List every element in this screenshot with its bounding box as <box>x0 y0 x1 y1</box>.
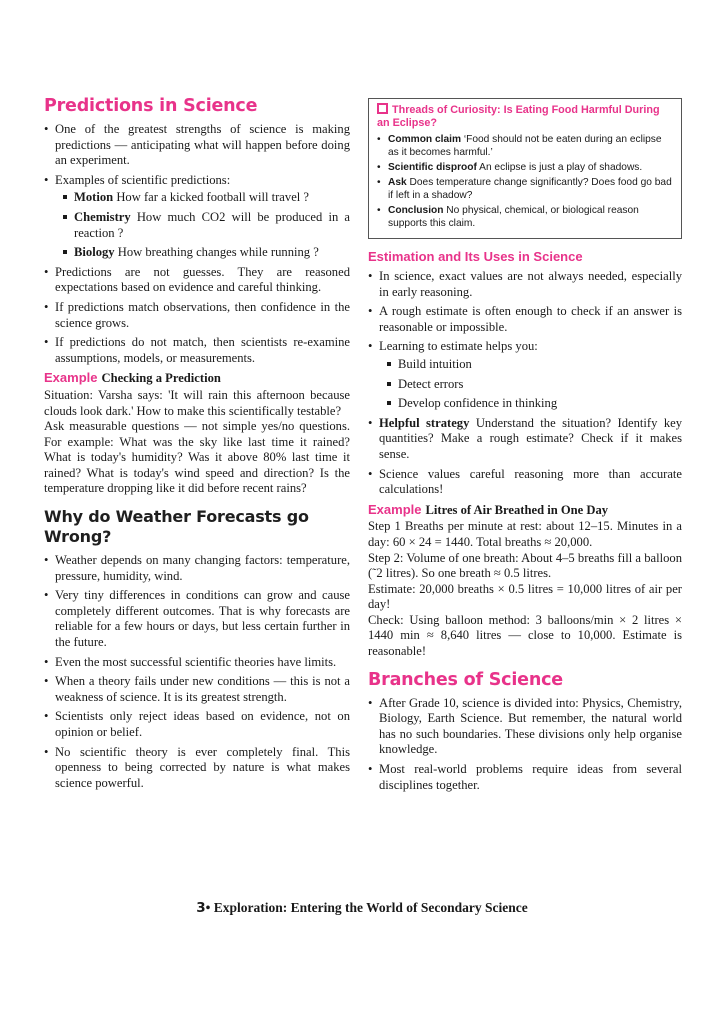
list-item <box>377 176 673 202</box>
box-text: ‘Food should not be eaten during an eclipse as it becomes harmful.’ <box>388 134 662 158</box>
list-item <box>377 161 673 174</box>
helps-intro: Learning to estimate helps you: <box>379 339 538 354</box>
estimation-heading: Estimation and Its Uses in Science <box>368 249 583 264</box>
example-questions: Ask measurable questions — not simple yes/no questions. For example: What was the sky like last time it rained? What is today's humidity? Was it above 80% last time it rained? What is today's wind speed and direction? Is the temperature dropping like it did before recent rains? <box>44 419 350 496</box>
list-item: • If predictions do not match, then scientists re-examine assumptions, models, or measurements. <box>44 335 350 366</box>
curiosity-box-title <box>377 103 673 130</box>
list-item: • Even the most successful scientific theories have limits. <box>44 655 350 671</box>
curiosity-box <box>368 98 682 239</box>
prediction-examples <box>55 190 350 260</box>
list-item: • In science, exact values are not always needed, especially in early reasoning. <box>368 269 682 300</box>
predictions-list <box>44 122 350 366</box>
list-item <box>44 173 350 261</box>
list-item: • After Grade 10, science is divided into: Physics, Chemistry, Biology, Earth Science. But remember, the natural world has no such boundaries. These divisions only help organise knowledge. <box>368 696 682 758</box>
example-check: Check: Using balloon method: 3 balloons/min × 2 litres × 1440 min ≈ 8,640 litres — close to 10,000. Estimate is reasonable! <box>368 612 682 659</box>
estimation-list <box>368 269 682 498</box>
curiosity-box-title-text: Threads of Curiosity: Is Eating Food Harmful During an Eclipse? <box>377 104 660 129</box>
branches-list <box>368 696 682 794</box>
predictions-heading: Predictions in Science <box>44 96 258 116</box>
curiosity-list <box>377 133 673 230</box>
example-label: Example <box>44 370 98 386</box>
box-term: Scientific disproof <box>388 162 477 173</box>
list-item: • Most real-world problems require ideas from several disciplines together. <box>368 762 682 793</box>
list-item: • Weather depends on many changing factors: temperature, pressure, humidity, wind. <box>44 553 350 584</box>
page-footer <box>0 900 724 916</box>
examples-intro: Examples of scientific predictions: <box>55 172 231 187</box>
square-icon <box>377 103 388 114</box>
strategy-text: Understand the situation? Identify key quantities? Make a rough estimate? Check if it makes sense. <box>379 415 683 461</box>
list-item: • Very tiny differences in conditions can grow and cause completely different outcomes. That is why forecasts are reliable for a few hours or days, but less certain further in the future. <box>44 588 350 650</box>
list-item <box>368 339 682 411</box>
list-item: • When a theory fails under new conditions — this is not a weakness of science. It is its greatest strength. <box>44 674 350 705</box>
list-item <box>63 245 350 261</box>
list-item: • Science values careful reasoning more than accurate calculations! <box>368 467 682 498</box>
list-item: • No scientific theory is ever completely final. This openness to being corrected by nature is what makes science powerful. <box>44 745 350 792</box>
example-title: Checking a Prediction <box>101 371 221 386</box>
box-term: Conclusion <box>388 205 444 216</box>
box-term: Ask <box>388 177 407 188</box>
bullet-icon: • <box>205 900 211 915</box>
list-item: Develop confidence in thinking <box>387 396 682 412</box>
footer-title: Exploration: Entering the World of Secondary Science <box>213 900 528 915</box>
list-item: • If predictions match observations, then confidence in the science grows. <box>44 300 350 331</box>
weather-list <box>44 553 350 791</box>
example-title: Litres of Air Breathed in One Day <box>425 502 609 517</box>
list-item: Detect errors <box>387 377 682 393</box>
page-number: 3 <box>196 900 206 916</box>
example-label: Example <box>368 501 422 517</box>
example-heading <box>44 370 350 387</box>
example-step1: Step 1 Breaths per minute at rest: about 12–15. Minutes in a day: 60 × 24 = 1440. Total breaths ≈ 20,000. <box>368 519 682 549</box>
example-term: Chemistry <box>74 209 131 224</box>
example-term: Motion <box>74 190 114 205</box>
example-text: How far a kicked football will travel ? <box>113 190 310 205</box>
box-text: Does temperature change significantly? Does food go bad if left in a shadow? <box>388 177 672 201</box>
box-text: An eclipse is just a play of shadows. <box>476 162 643 173</box>
example-heading <box>368 502 682 519</box>
box-term: Common claim <box>388 134 462 145</box>
list-item: • Scientists only reject ideas based on evidence, not on opinion or belief. <box>44 709 350 740</box>
example-text: How breathing changes while running ? <box>114 245 319 260</box>
list-item <box>377 204 673 230</box>
left-column <box>44 96 350 795</box>
example-term: Biology <box>74 245 115 260</box>
list-item <box>377 133 673 159</box>
right-column <box>368 98 682 797</box>
weather-heading: Why do Weather Forecasts go Wrong? <box>44 507 309 547</box>
box-text: No physical, chemical, or biological reason supports this claim. <box>388 205 639 229</box>
example-text: How much CO2 will be produced in a reaction ? <box>74 209 350 240</box>
branches-heading: Branches of Science <box>368 669 563 690</box>
list-item: • Predictions are not guesses. They are reasoned expectations based on evidence and careful thinking. <box>44 265 350 296</box>
list-item <box>368 416 682 463</box>
example-situation: Situation: Varsha says: 'It will rain this afternoon because clouds look dark.' How to make this scientifically testable? <box>44 387 350 418</box>
list-item: Build intuition <box>387 357 682 373</box>
example-estimate: Estimate: 20,000 breaths × 0.5 litres = 10,000 litres of air per day! <box>368 581 682 612</box>
list-item: • One of the greatest strengths of science is making predictions — anticipating what will happen before doing an experiment. <box>44 122 350 169</box>
helps-list <box>379 357 682 412</box>
strategy-term: Helpful strategy <box>379 415 470 430</box>
list-item <box>63 210 350 241</box>
example-step2: Step 2: Volume of one breath: About 4–5 breaths fill a balloon (˜2 litres). So one breath ≈ 0.5 litres. <box>368 550 682 581</box>
list-item <box>63 190 350 206</box>
list-item: • A rough estimate is often enough to check if an answer is reasonable or impossible. <box>368 304 682 335</box>
